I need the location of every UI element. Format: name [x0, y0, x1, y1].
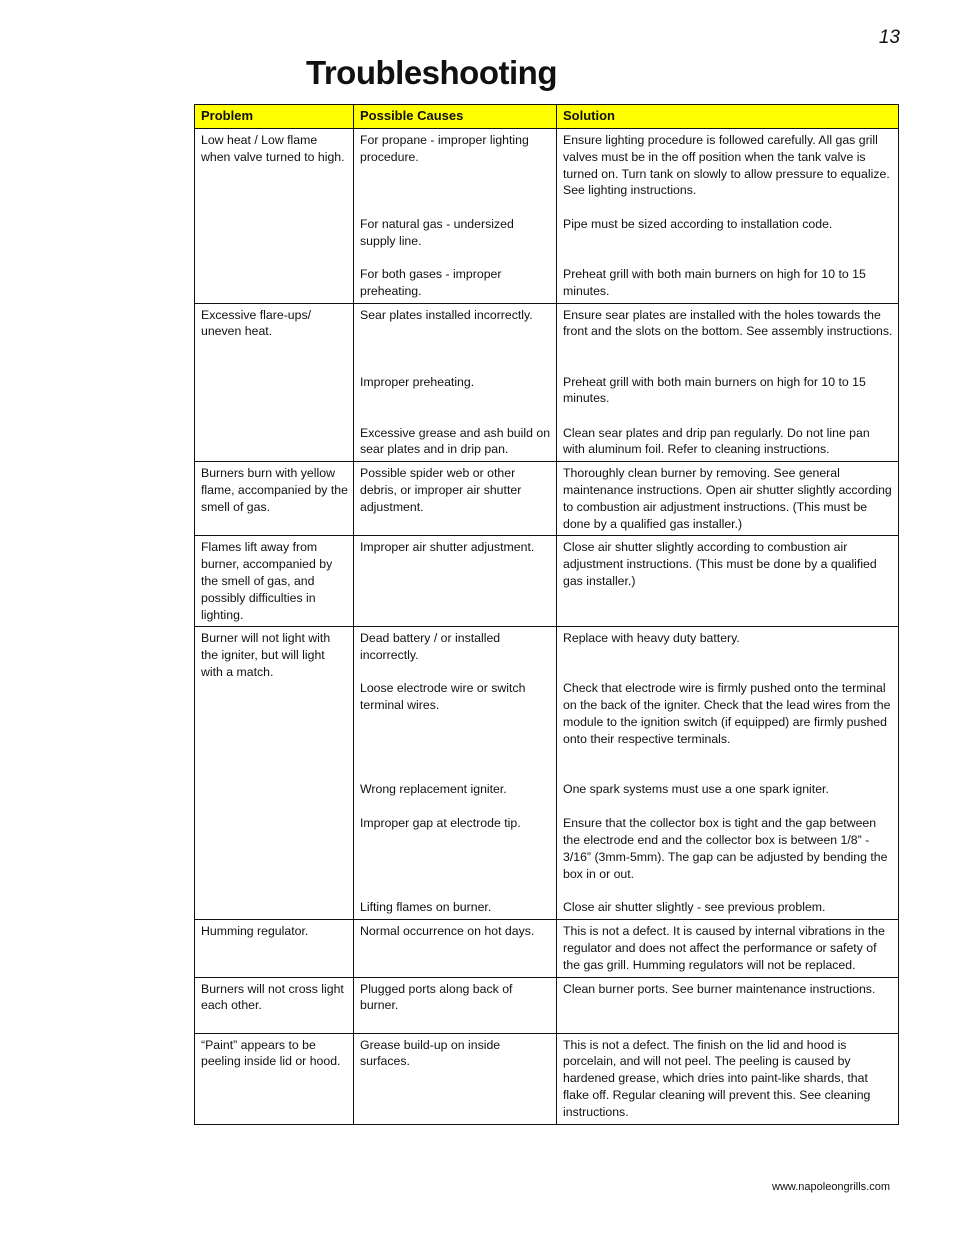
cause-text: Wrong replacement igniter.: [360, 782, 507, 797]
solution-text: Preheat grill with both main burners on high for 10 to 15 minutes.: [563, 374, 866, 406]
problem-cell: “Paint” appears to be peeling inside lid or hood.: [195, 1033, 354, 1124]
causes-cell: [354, 462, 557, 536]
solution-text: Close air shutter slightly - see previous problem.: [563, 900, 826, 915]
solution-text: Clean burner ports. See burner maintenance instructions.: [563, 981, 876, 996]
solution-text: Ensure sear plates are installed with the holes towards the front and the slots on the bottom. See assembly instructions.: [563, 307, 893, 339]
table-row: [195, 627, 899, 920]
cause-text: Improper air shutter adjustment.: [360, 540, 535, 555]
solution-cell: [557, 627, 899, 920]
table-row: [195, 977, 899, 1033]
cause-text: Normal occurrence on hot days.: [360, 924, 535, 939]
cause-text: Possible spider web or other debris, or improper air shutter adjustment.: [360, 466, 522, 514]
solution-cell: [557, 977, 899, 1033]
problem-cell: Burners will not cross light each other.: [195, 977, 354, 1033]
table-row: [195, 1033, 899, 1124]
cause-text: For natural gas - undersized supply line.: [360, 217, 514, 248]
table-row: [195, 462, 899, 536]
solution-text: Check that electrode wire is firmly pushed onto the terminal on the back of the igniter. Check that the lead wires from the module to the ignition switch (if equipped) are firmly pushed onto their respective terminals.: [563, 681, 891, 746]
solution-text: This is not a defect. The finish on the lid and hood is porcelain, and will not peel. The peeling is caused by hardened grease, which dries into paint-like shards, that flake off. Regular cleaning will prevent this. See cleaning instructions.: [563, 1037, 871, 1119]
table-header-row: [195, 105, 899, 129]
cause-text: Dead battery / or installed incorrectly.: [360, 631, 501, 663]
causes-cell: [354, 536, 557, 627]
solution-text: Ensure lighting procedure is followed carefully. All gas grill valves must be in the off position when the tank valve is turned on. Turn tank on slowly to allow pressure to equalize. See lighting instructions.: [563, 133, 890, 198]
solution-text: Pipe must be sized according to installation code.: [563, 217, 833, 231]
cause-text: For both gases - improper preheating.: [360, 267, 502, 298]
causes-cell: [354, 627, 557, 920]
table-row: [195, 303, 899, 462]
causes-cell: [354, 1033, 557, 1124]
solution-cell: [557, 303, 899, 462]
solution-text: Ensure that the collector box is tight and the gap between the electrode end and the collector box is between 1/8” - 3/16” (3mm-5mm). The gap can be adjusted by bending the box in or out.: [563, 816, 888, 881]
cause-text: Plugged ports along back of burner.: [360, 981, 513, 1013]
cause-text: For propane - improper lighting procedure.: [360, 133, 529, 164]
solution-text: Preheat grill with both main burners on high for 10 to 15 minutes.: [563, 267, 866, 298]
page-number: 13: [878, 27, 900, 48]
problem-cell: Humming regulator.: [195, 920, 354, 977]
solution-text: This is not a defect. It is caused by internal vibrations in the regulator and does not affect the performance or safety of the gas grill. Humming regulators will not be replaced.: [563, 924, 885, 972]
solution-text: Clean sear plates and drip pan regularly. Do not line pan with aluminum foil. Refer to cleaning instructions.: [563, 425, 870, 457]
cause-text: Sear plates installed incorrectly.: [360, 307, 533, 322]
solution-text: Replace with heavy duty battery.: [563, 631, 740, 646]
causes-cell: [354, 129, 557, 304]
solution-text: One spark systems must use a one spark igniter.: [563, 782, 829, 797]
cause-text: Improper preheating.: [360, 374, 475, 389]
page-title: Troubleshooting: [306, 54, 557, 91]
footer-url: www.napoleongrills.com: [772, 1181, 890, 1193]
problem-cell: Excessive flare-ups/ uneven heat.: [195, 303, 354, 462]
solution-cell: [557, 536, 899, 627]
causes-cell: [354, 303, 557, 462]
table-row: [195, 536, 899, 627]
table-row: [195, 129, 899, 304]
cause-text: Improper gap at electrode tip.: [360, 816, 521, 831]
cause-text: Loose electrode wire or switch terminal wires.: [360, 681, 526, 713]
problem-cell: Flames lift away from burner, accompanied by the smell of gas, and possibly difficulties in lighting.: [195, 536, 354, 627]
cause-text: Excessive grease and ash build on sear plates and in drip pan.: [360, 425, 551, 457]
table-row: [195, 920, 899, 977]
solution-cell: [557, 462, 899, 536]
causes-cell: [354, 977, 557, 1033]
causes-cell: [354, 920, 557, 977]
troubleshooting-table: [194, 104, 899, 1125]
cause-text: Lifting flames on burner.: [360, 900, 492, 915]
cause-text: Grease build-up on inside surfaces.: [360, 1037, 501, 1069]
header-problem: Problem: [195, 105, 354, 129]
solution-cell: [557, 920, 899, 977]
solution-text: Thoroughly clean burner by removing. See general maintenance instructions. Open air shutter slightly according to combustion air adjustment instructions. (This must be done by a qualified gas installer.): [563, 466, 892, 531]
problem-cell: Low heat / Low flame when valve turned to high.: [195, 129, 354, 304]
solution-text: Close air shutter slightly according to combustion air adjustment instructions. (This must be done by a qualified gas installer.): [563, 540, 877, 588]
header-possible-causes: Possible Causes: [354, 105, 557, 129]
problem-cell: Burner will not light with the igniter, but will light with a match.: [195, 627, 354, 920]
problem-cell: Burners burn with yellow flame, accompanied by the smell of gas.: [195, 462, 354, 536]
solution-cell: [557, 129, 899, 304]
header-solution: Solution: [557, 105, 899, 129]
solution-cell: [557, 1033, 899, 1124]
